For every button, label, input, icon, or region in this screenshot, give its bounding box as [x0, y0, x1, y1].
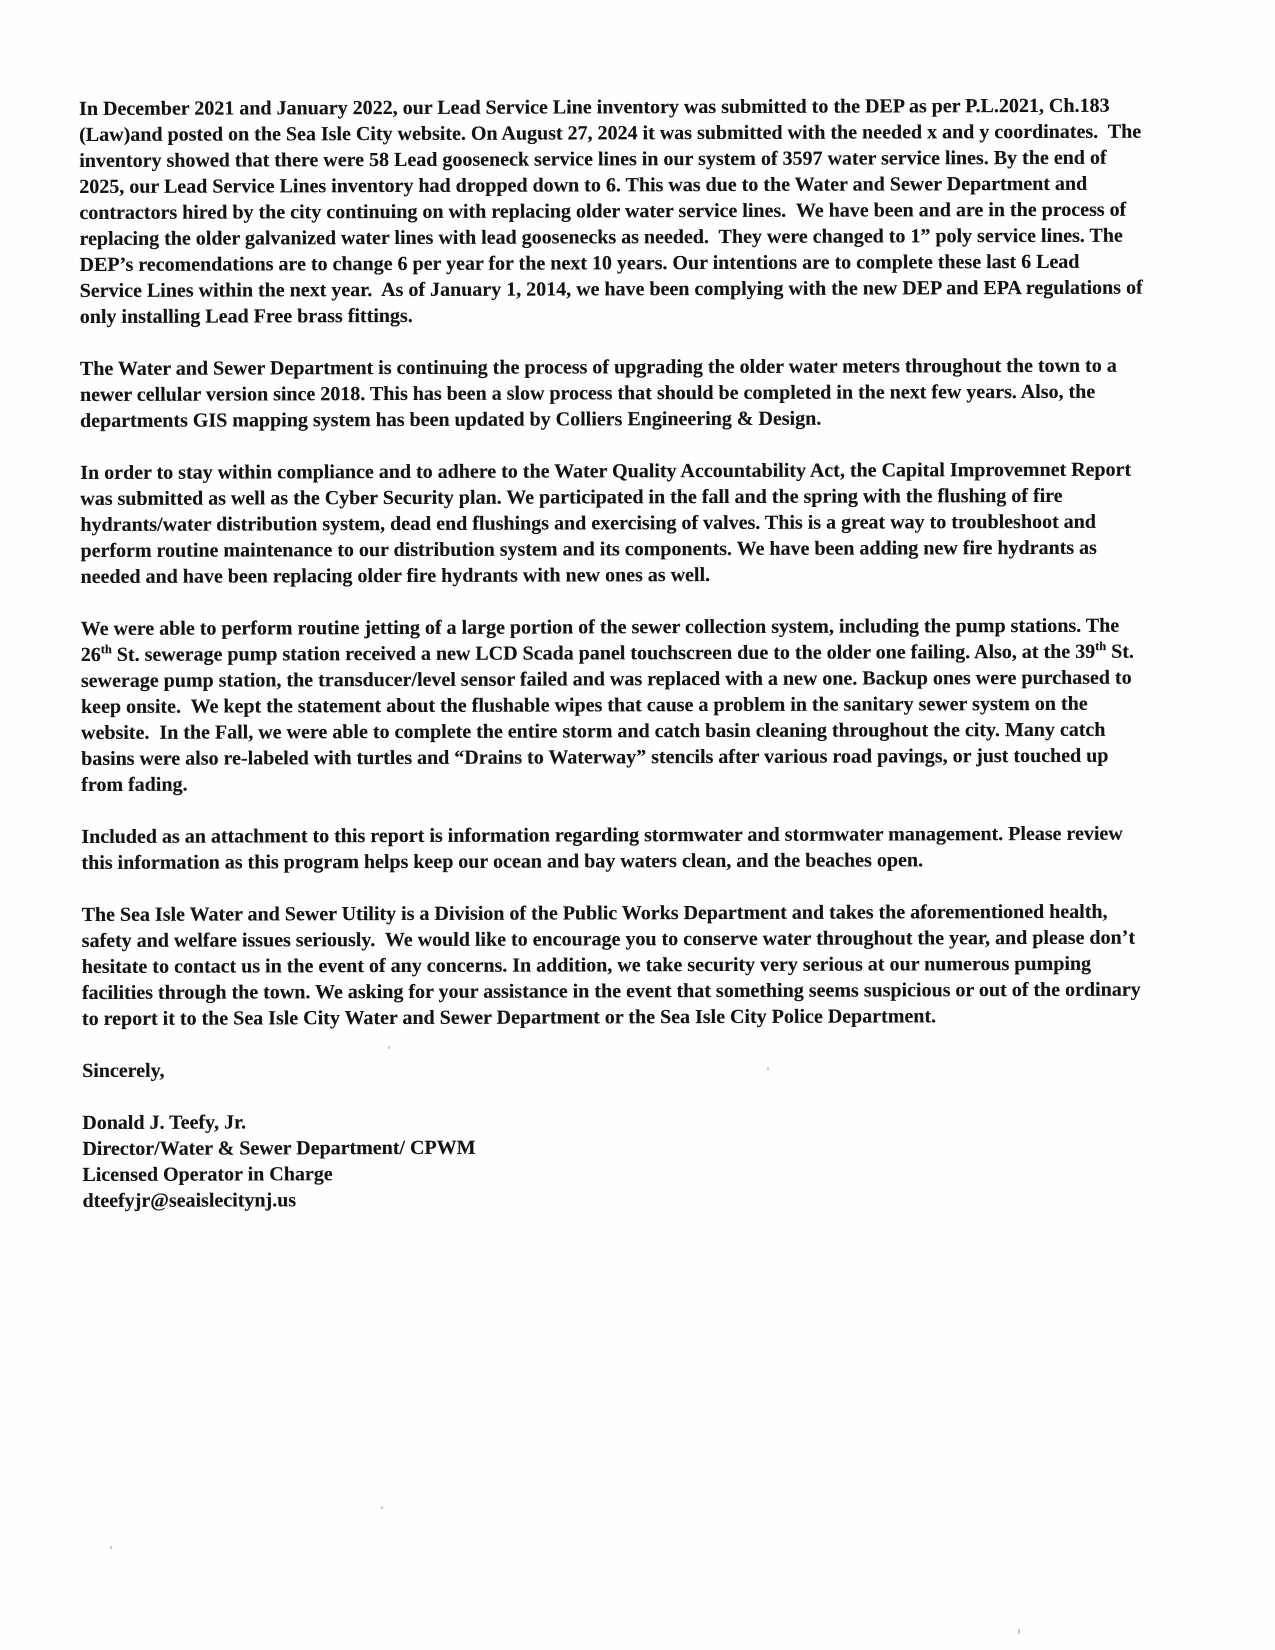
paragraph-sewer-jetting: We were able to perform routine jetting of a large portion of the sewer collection system, including the pump stations. The 26th St. sewerage pump station received a new LCD Scada panel touchscreen due to the older one failing. Also, at the 39th St. sewerage pump station, the transducer/level sensor failed and was replaced with a new one. Backup ones were purchased to keep onsite. We kept the statement about the flushable wipes that cause a problem in the sanitary sewer system on the website. In the Fall, we were able to complete the entire storm and catch basin cleaning throughout the city. Many catch basins were also re-labeled with turtles and “Drains to Waterway” stencils after various road pavings, or just touched up from fading.: [80, 614, 1139, 796]
scan-speck: [388, 1046, 390, 1049]
signature-name: Donald J. Teefy, Jr.: [82, 1111, 247, 1134]
paragraph-stormwater-attachment: Included as an attachment to this report is information regarding stormwater and stormwater management. Please review this information as this program helps keep our ocean and bay waters clean, and the beaches open.: [81, 822, 1128, 874]
signature-title: Director/Water & Sewer Department/ CPWM: [82, 1136, 476, 1160]
scan-speck: [381, 1506, 383, 1509]
letter-body: [79, 93, 1149, 1214]
paragraph-water-meters: The Water and Sewer Department is continuing the process of upgrading the older water meters throughout the town to a newer cellular version since 2018. This has been a slow process that should be completed in the next few years. Also, the departments GIS mapping system has been updated by Colliers Engineering & Design.: [79, 354, 1122, 432]
signature-block: [82, 1107, 1148, 1214]
scan-speck: [767, 1067, 769, 1070]
signature-role: Licensed Operator in Charge: [82, 1163, 333, 1186]
signature-email: dteefyjr@seaislecitynj.us: [82, 1189, 297, 1212]
scan-speck: [1018, 1629, 1020, 1634]
paragraph-utility-division: The Sea Isle Water and Sewer Utility is a Division of the Public Works Department and takes the aforementioned health, safety and welfare issues seriously. We would like to encourage you to conserve water throughout the year, and please don’t hesitate to contact us in the event of any concerns. In addition, we take security very serious at our numerous pumping facilities through the town. We asking for your assistance in the event that something seems suspicious or out of the ordinary to report it to the Sea Isle City Water and Sewer Department or the Sea Isle City Police Department.: [81, 900, 1146, 1030]
paragraph-compliance: In order to stay within compliance and to adhere to the Water Quality Accountability Act, the Capital Improvemnet Report was submitted as well as the Cyber Security plan. We participated in the fall and the spring with the flushing of fire hydrants/water distribution system, dead end flushings and exercising of valves. This is a great way to troubleshoot and perform routine maintenance to our distribution system and its components. We have been adding new fire hydrants as needed and have been replacing older fire hydrants with new ones as well.: [80, 458, 1137, 588]
paragraph-lead-service-lines: In December 2021 and January 2022, our Lead Service Line inventory was submitted to the DEP as per P.L.2021, Ch.183 (Law)and posted on the Sea Isle City website. On August 27, 2024 it was submitted with the needed x and y coordinates. The inventory showed that there were 58 Lead gooseneck service lines in our system of 3597 water service lines. By the end of 2025, our Lead Service Lines inventory had dropped down to 6. This was due to the Water and Sewer Department and contractors hired by the city continuing on with replacing older water service lines. We have been and are in the process of replacing the older galvanized water lines with lead goosenecks as needed. They were changed to 1” poly service lines. The DEP’s recomendations are to change 6 per year for the next 10 years. Our intentions are to complete these last 6 Lead Service Lines within the next year. As of January 1, 2014, we have been complying with the new DEP and EPA regulations of only installing Lead Free brass fittings.: [79, 94, 1148, 328]
closing-salutation: Sincerely,: [82, 1059, 165, 1082]
scan-speck: [110, 1546, 112, 1549]
